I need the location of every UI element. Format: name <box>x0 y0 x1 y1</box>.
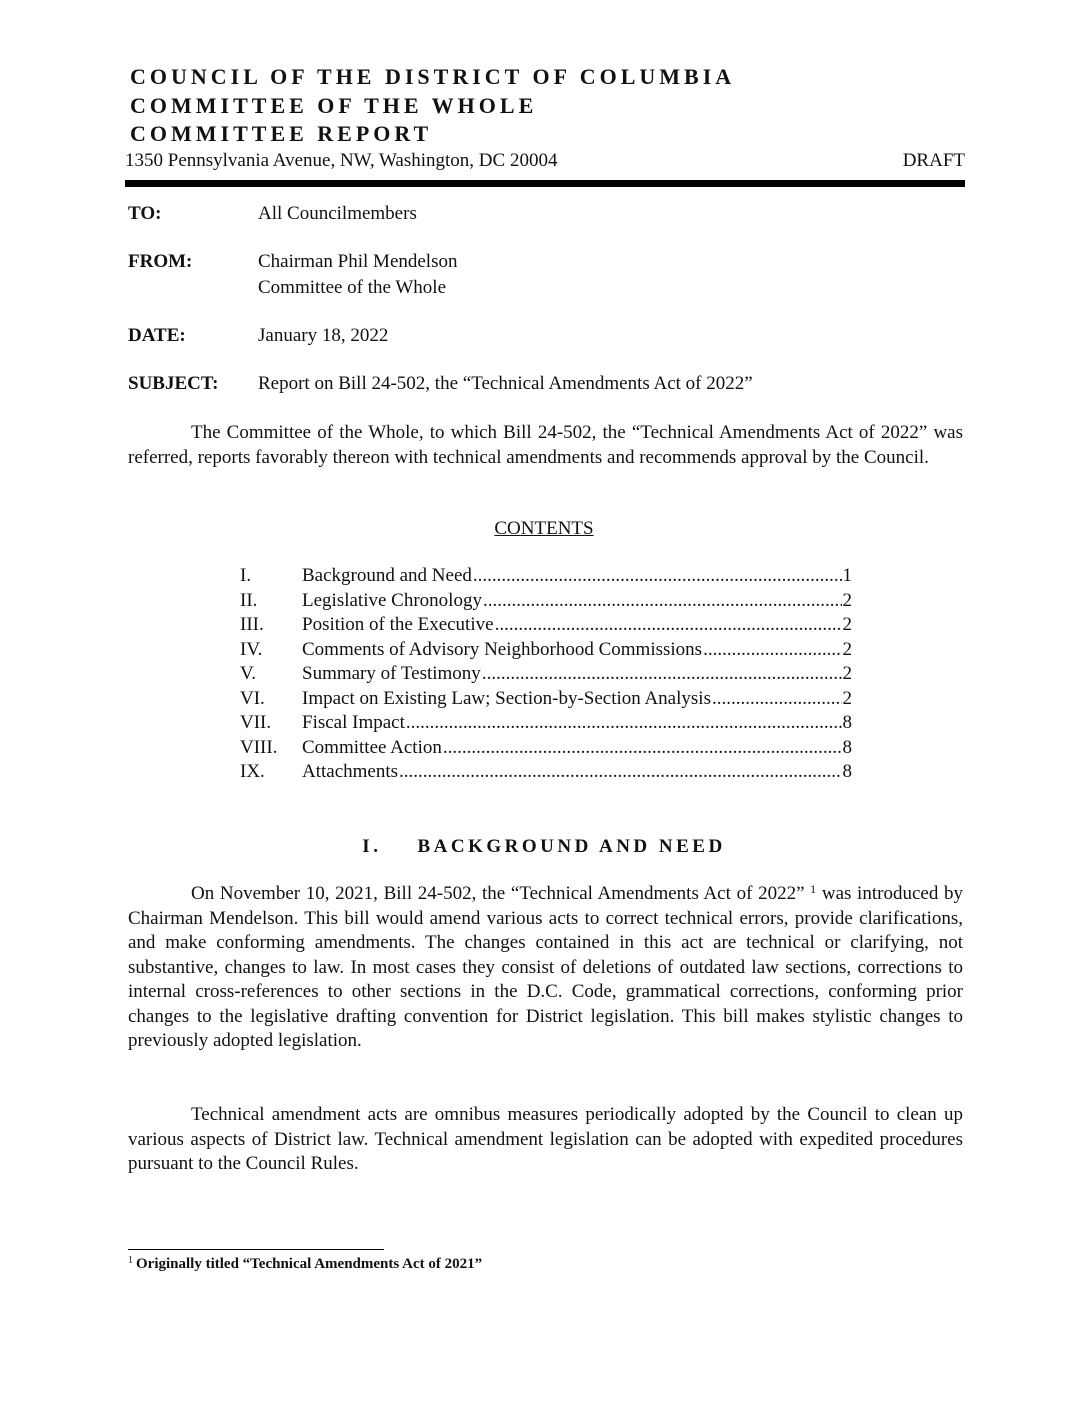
draft-status: DRAFT <box>902 150 965 171</box>
memo-from-name: Chairman Phil Mendelson <box>258 251 458 272</box>
toc-entry-leader <box>443 737 842 759</box>
header-address: 1350 Pennsylvania Avenue, NW, Washington, DC 20004 <box>125 150 558 171</box>
memo-to-label: TO: <box>128 203 162 224</box>
background-text-1b: was introduced by Chairman Mendelson. This bill would amend various acts to correct technical errors, provide clarifications, and make conforming amendments. The changes contained in this act are technical or clarifying, not substantive, changes to law. In most cases they consist of deletions of outdated law sections, corrections to internal cross-references to other sections in the D.C. Code, grammatical corrections, conforming prior changes to the legislative drafting convention for District legislation. This bill makes stylistic changes to previously adopted legislation. <box>128 883 963 1051</box>
toc-entry-number: IV. <box>240 638 263 660</box>
footnote-mark: 1 <box>128 1255 133 1266</box>
footnote-separator <box>128 1249 384 1250</box>
section-title: BACKGROUND AND NEED <box>417 836 726 857</box>
intro-paragraph <box>128 421 963 470</box>
toc-entry-number: IX. <box>240 761 265 782</box>
header-committee-title: COMMITTEE OF THE WHOLE <box>130 93 538 118</box>
toc-entry-title: Summary of Testimony <box>302 663 481 684</box>
toc-entry-page: 2 <box>842 614 852 635</box>
toc-entry-title: Impact on Existing Law; Section-by-Section Analysis <box>302 687 711 709</box>
memo-subject-label: SUBJECT: <box>128 373 219 394</box>
header-council-title: COUNCIL OF THE DISTRICT OF COLUMBIA <box>130 64 736 89</box>
background-paragraph-2 <box>128 1103 963 1177</box>
footnote-reference[interactable]: 1 <box>810 882 817 896</box>
toc-entry-page: 2 <box>842 589 852 611</box>
toc-entry-title: Fiscal Impact <box>302 712 405 733</box>
toc-entry-title: Attachments <box>302 761 399 782</box>
memo-from-value <box>258 249 457 301</box>
toc-entry[interactable] <box>240 614 852 639</box>
toc-entry[interactable] <box>240 761 852 786</box>
section-heading <box>0 836 1088 858</box>
toc-entry-leader <box>406 712 842 734</box>
memo-date-label: DATE: <box>128 325 186 346</box>
toc-entry-leader <box>712 688 842 710</box>
address-row <box>125 150 965 172</box>
toc-entry[interactable] <box>240 663 852 688</box>
background-text-2: Technical amendment acts are omnibus measures periodically adopted by the Council to clean up various aspects of District law. Technical amendment legislation can be adopted with expedited procedures pursuant to the Council Rules. <box>128 1104 963 1174</box>
toc-entry-number: VII. <box>240 712 272 733</box>
memo-date-value: January 18, 2022 <box>258 325 389 346</box>
intro-text: The Committee of the Whole, to which Bill 24-502, the “Technical Amendments Act of 2022” was referred, reports favorably thereon with technical amendments and recommends approval by the Council. <box>128 422 963 468</box>
toc-entry-page: 1 <box>842 565 852 586</box>
toc-entry-page: 2 <box>842 663 852 684</box>
toc-entry-number: VI. <box>240 687 265 709</box>
footnote-text: Originally titled “Technical Amendments Act of 2021” <box>136 1256 483 1272</box>
toc-entry-title: Legislative Chronology <box>302 589 482 611</box>
toc-entry[interactable] <box>240 688 852 713</box>
toc-entry-title: Committee Action <box>302 736 442 758</box>
toc-entry-number: V. <box>240 663 257 684</box>
toc-entry[interactable] <box>240 737 852 762</box>
toc-entry-number: III. <box>240 614 264 635</box>
toc-entry-page: 8 <box>842 736 852 758</box>
toc-entry-page: 8 <box>842 761 852 782</box>
toc-entry[interactable] <box>240 590 852 615</box>
toc-entry-page: 2 <box>842 687 852 709</box>
toc-entry-number: VIII. <box>240 736 278 758</box>
toc-entry-number: II. <box>240 589 258 611</box>
background-paragraph-1 <box>128 882 963 1054</box>
footnote <box>128 1256 482 1273</box>
toc-entry[interactable] <box>240 639 852 664</box>
memo-subject-value: Report on Bill 24-502, the “Technical Amendments Act of 2022” <box>258 373 753 394</box>
section-number: I. <box>362 836 382 857</box>
header-rule <box>125 180 965 187</box>
toc-entry-title: Comments of Advisory Neighborhood Commissions <box>302 638 703 660</box>
toc-entry-leader <box>495 614 842 636</box>
toc-entry[interactable] <box>240 565 852 590</box>
toc-entry-leader <box>703 639 841 661</box>
header-report-title: COMMITTEE REPORT <box>130 121 433 146</box>
toc-entry[interactable] <box>240 712 852 737</box>
toc-entry-leader <box>473 565 842 587</box>
contents-title: CONTENTS <box>494 518 594 539</box>
toc-entry-leader <box>482 663 842 685</box>
toc-entry-title: Position of the Executive <box>302 614 494 635</box>
toc-entry-title: Background and Need <box>302 565 472 586</box>
memo-from-committee: Committee of the Whole <box>258 277 447 298</box>
toc-entry-page: 8 <box>842 712 852 733</box>
memo-from-label: FROM: <box>128 251 193 272</box>
memo-to-value: All Councilmembers <box>258 203 417 224</box>
toc-entry-number: I. <box>240 565 252 586</box>
toc-entry-leader <box>399 761 841 783</box>
table-of-contents <box>240 565 852 786</box>
background-text-1a: On November 10, 2021, Bill 24-502, the “Technical Amendments Act of 2022” <box>191 883 805 904</box>
toc-entry-page: 2 <box>842 638 852 660</box>
toc-entry-leader <box>483 590 842 612</box>
